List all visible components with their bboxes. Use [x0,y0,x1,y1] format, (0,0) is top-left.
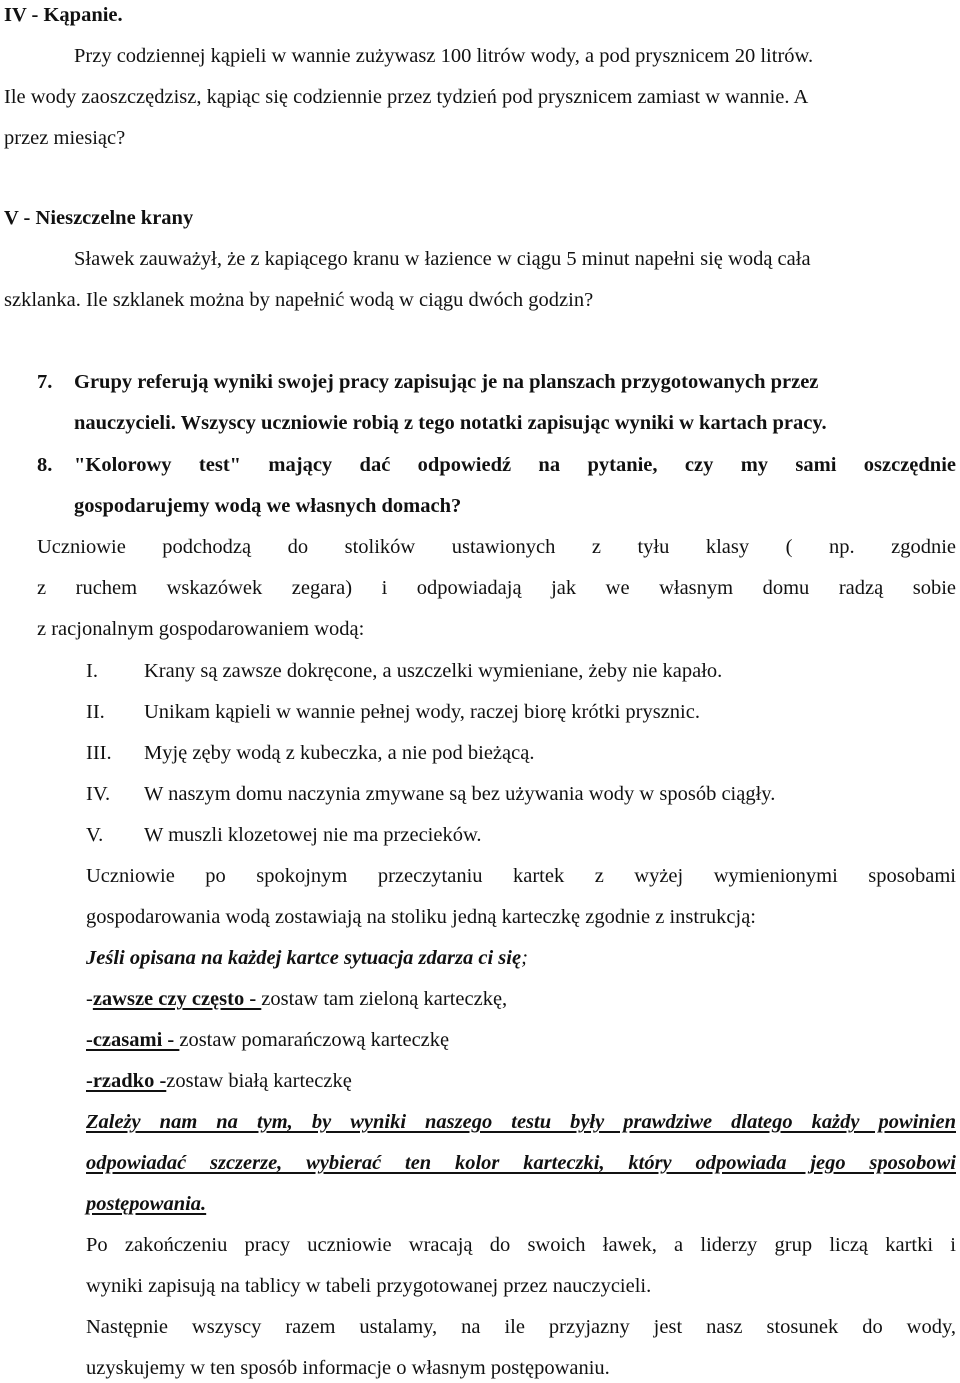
section-4-line-3: przez miesiąc? [4,127,126,149]
option-sometimes-label: -czasami - [86,1029,180,1051]
option-often [86,986,507,1012]
habit-4-text: W naszym domu naczynia zmywane są bez używania wody w sposób ciągły. [144,783,776,805]
after-line-1: Uczniowie po spokojnym przeczytaniu kartek z wyżej wymienionymi sposobami [86,865,956,887]
section-4-heading: IV - Kąpanie. [4,4,123,26]
habit-3-numeral: III. [86,742,112,764]
habit-1-text: Krany są zawsze dokręcone, a uszczelki wymieniane, żeby nie kapało. [144,660,723,682]
note-line-3: postępowania. [86,1193,207,1215]
section-4-line-1: Przy codziennej kąpieli w wannie zużywasz 100 litrów wody, a pod prysznicem 20 litrów. [74,45,814,67]
option-often-prefix: - [86,988,93,1010]
option-sometimes [86,1027,449,1053]
habit-5-numeral: V. [86,824,104,846]
closing-line-1: Po zakończeniu pracy uczniowie wracają do swoich ławek, a liderzy grup liczą kartki i [86,1234,956,1256]
option-often-label: zawsze czy często - [92,988,262,1010]
note-line-2: odpowiadać szczerze, wybierać ten kolor karteczki, który odpowiada jego sposobowi [86,1152,956,1174]
intro-line-1: Uczniowie podchodzą do stolików ustawionych z tyłu klasy ( np. zgodnie [37,536,956,558]
option-sometimes-rest: zostaw pomarańczową karteczkę [179,1029,450,1051]
option-rarely-label: -rzadko - [86,1070,167,1092]
habit-2-text: Unikam kąpieli w wannie pełnej wody, raczej biorę krótki prysznic. [144,701,700,723]
option-rarely [86,1068,352,1094]
option-rarely-rest: zostaw białą karteczkę [166,1070,352,1092]
instruction-heading [86,945,528,971]
item-8-number: 8. [37,454,53,476]
item-8-line-1: "Kolorowy test" mający dać odpowiedź na pytanie, czy my sami oszczędnie [74,454,956,476]
option-often-rest: zostaw tam zieloną karteczkę, [261,988,508,1010]
instruction-heading-suffix: ; [521,947,528,969]
item-7-line-1: Grupy referują wyniki swojej pracy zapisując je na planszach przygotowanych przez [74,371,819,393]
item-7-line-2: nauczycieli. Wszyscy uczniowie robią z tego notatki zapisując wyniki w kartach pracy. [74,412,827,434]
section-5-line-1: Sławek zauważył, że z kapiącego kranu w łazience w ciągu 5 minut napełni się wodą cała [74,248,811,270]
intro-line-2: z ruchem wskazówek zegara) i odpowiadają jak we własnym domu radzą sobie [37,577,956,599]
instruction-heading-text: Jeśli opisana na każdej kartce sytuacja zdarza ci się [86,947,522,969]
note-line-1: Zależy nam na tym, by wyniki naszego testu były prawdziwe dlatego każdy powinien [86,1111,956,1133]
closing-line-2: wyniki zapisują na tablicy w tabeli przygotowanej przez nauczycieli. [86,1275,652,1297]
section-5-heading: V - Nieszczelne krany [4,207,194,229]
habit-5-text: W muszli klozetowej nie ma przecieków. [144,824,482,846]
intro-line-3: z racjonalnym gospodarowaniem wodą: [37,618,365,640]
habit-3-text: Myję zęby wodą z kubeczka, a nie pod bieżącą. [144,742,535,764]
item-7-number: 7. [37,371,53,393]
habit-4-numeral: IV. [86,783,111,805]
closing-line-3: Następnie wszyscy razem ustalamy, na ile przyjazny jest nasz stosunek do wody, [86,1316,956,1338]
section-5-line-2: szklanka. Ile szklanek można by napełnić wodą w ciągu dwóch godzin? [4,289,594,311]
habit-2-numeral: II. [86,701,105,723]
section-4-line-2-text: Ile wody zaoszczędzisz, kąpiąc się codziennie przez tydzień pod prysznicem zamiast w wannie. A [4,86,809,108]
habit-1-numeral: I. [86,660,98,682]
item-8-line-2: gospodarujemy wodą we własnych domach? [74,495,462,517]
after-line-2: gospodarowania wodą zostawiają na stoliku jedną karteczkę zgodnie z instrukcją: [86,906,756,928]
closing-line-4: uzyskujemy w ten sposób informacje o własnym postępowaniu. [86,1357,610,1379]
section-4-line-2 [4,84,956,110]
